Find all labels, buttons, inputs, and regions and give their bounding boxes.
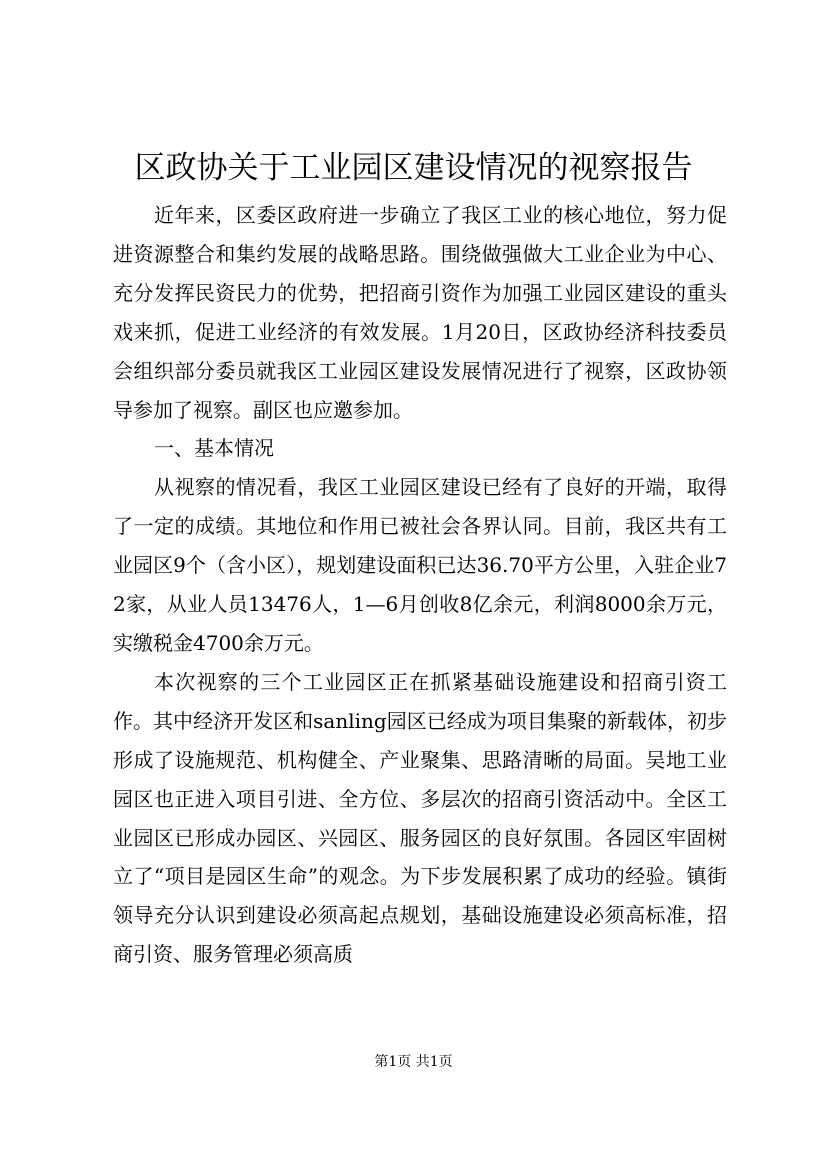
document-body [113, 196, 727, 974]
document-title: 区政协关于工业园区建设情况的视察报告 [134, 150, 693, 186]
paragraph-inspection-details: 本次视察的三个工业园区正在抓紧基础设施建设和招商引资工作。其中经济开发区和sanling园区已经成为项目集聚的新载体，初步形成了设施规范、机构健全、产业聚集、思路清晰的局面。吴地工业园区也正进入项目引进、全方位、多层次的招商引资活动中。全区工业园区已形成办园区、兴园区、服务园区的良好氛围。各园区牢固树立了“项目是园区生命”的观念。为下步发展积累了成功的经验。镇街领导充分认识到建设必须高起点规划，基础设施建设必须高标准，招商引资、服务管理必须高质 [113, 669, 727, 967]
paragraph-intro: 近年来，区委区政府进一步确立了我区工业的核心地位，努力促进资源整合和集约发展的战略思路。围绕做强做大工业企业为中心、充分发挥民资民力的优势，把招商引资作为加强工业园区建设的重头戏来抓，促进工业经济的有效发展。1月20日，区政协经济科技委员会组织部分委员就我区工业园区建设发展情况进行了视察，区政协领导参加了视察。副区也应邀参加。 [113, 203, 727, 422]
section-heading-basic-situation: 一、基本情况 [154, 436, 274, 461]
paragraph-overview-stats: 从视察的情况看，我区工业园区建设已经有了良好的开端，取得了一定的成绩。其地位和作用已被社会各界认同。目前，我区共有工业园区9个（含小区），规划建设面积已达36.70平方公里，入驻企业72家，从业人员13476人，1—6月创收8亿余元，利润8000余万元，实缴税金4700余万元。 [113, 475, 727, 655]
page-footer: 第1页 共1页 [374, 1054, 453, 1070]
